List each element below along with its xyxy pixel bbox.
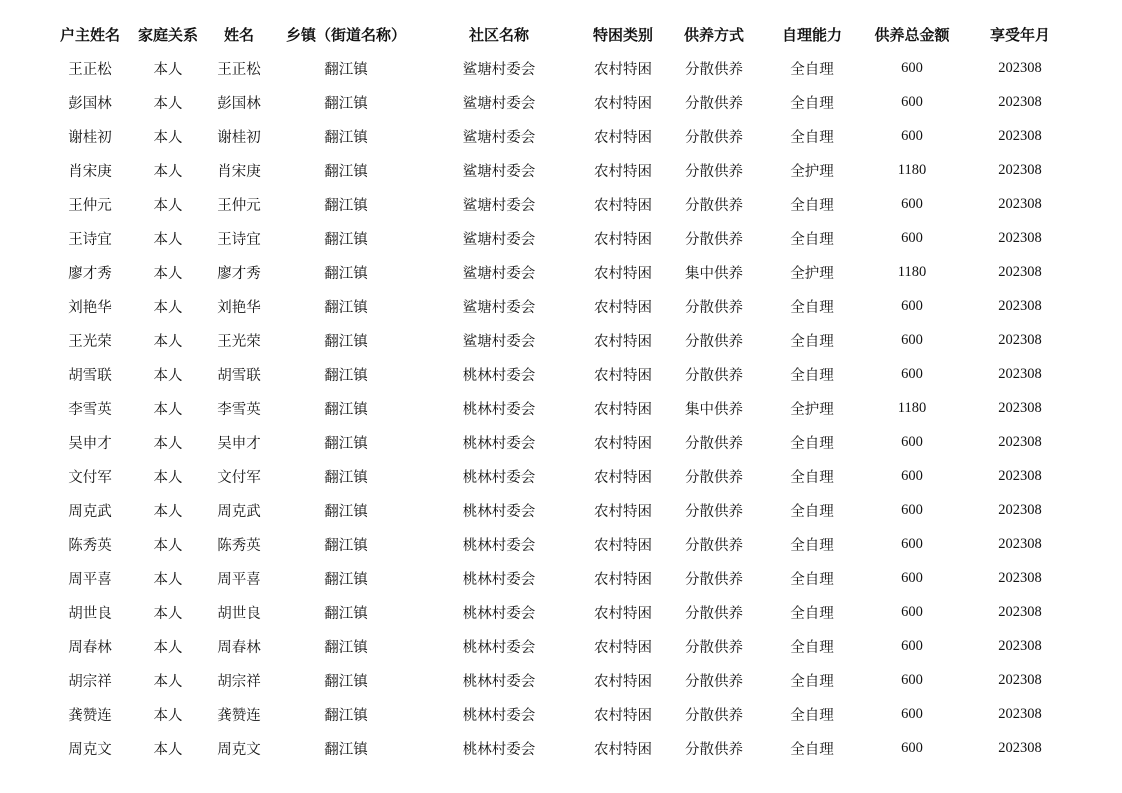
- cell-hardship-category: 农村特困: [594, 605, 652, 622]
- cell-hardship-category: 农村特困: [594, 707, 652, 724]
- cell-community-name: 鲨塘村委会: [462, 95, 536, 112]
- cell-town-name: 翻江镇: [324, 571, 368, 588]
- cell-support-method: 分散供养: [685, 129, 743, 146]
- cell-family-relation: 本人: [153, 163, 183, 180]
- cell-support-amount: 600: [901, 433, 923, 450]
- table-row: [48, 187, 1078, 221]
- cell-enjoy-year-month: 202308: [998, 501, 1042, 518]
- cell-hardship-category: 农村特困: [594, 741, 652, 758]
- table-body: [48, 51, 1078, 765]
- cell-family-relation: 本人: [153, 571, 183, 588]
- cell-person-name: 王诗宜: [217, 231, 261, 248]
- cell-community-name: 鲨塘村委会: [462, 299, 536, 316]
- cell-town-name: 翻江镇: [324, 639, 368, 656]
- cell-support-method: 集中供养: [685, 401, 743, 418]
- cell-family-relation: 本人: [153, 469, 183, 486]
- cell-hardship-category: 农村特困: [594, 129, 652, 146]
- column-header-community-name: 社区名称: [468, 25, 529, 44]
- cell-community-name: 鲨塘村委会: [462, 197, 536, 214]
- cell-hardship-category: 农村特困: [594, 333, 652, 350]
- cell-hardship-category: 农村特困: [594, 61, 652, 78]
- cell-person-name: 李雪英: [217, 401, 261, 418]
- cell-person-name: 周克武: [217, 503, 261, 520]
- cell-town-name: 翻江镇: [324, 401, 368, 418]
- cell-enjoy-year-month: 202308: [998, 705, 1042, 722]
- cell-self-care-ability: 全自理: [790, 231, 834, 248]
- cell-household-head-name: 谢桂初: [68, 129, 112, 146]
- cell-person-name: 胡世良: [217, 605, 261, 622]
- cell-household-head-name: 周平喜: [68, 571, 112, 588]
- cell-person-name: 王光荣: [217, 333, 261, 350]
- cell-enjoy-year-month: 202308: [998, 637, 1042, 654]
- cell-support-amount: 600: [901, 637, 923, 654]
- table-row: [48, 323, 1078, 357]
- column-header-family-relation: 家庭关系: [137, 25, 198, 44]
- cell-community-name: 桃林村委会: [462, 435, 536, 452]
- cell-enjoy-year-month: 202308: [998, 331, 1042, 348]
- cell-support-method: 分散供养: [685, 197, 743, 214]
- cell-household-head-name: 胡世良: [68, 605, 112, 622]
- cell-town-name: 翻江镇: [324, 163, 368, 180]
- table-row: [48, 289, 1078, 323]
- table-row: [48, 119, 1078, 153]
- column-header-town-name: 乡镇（街道名称）: [285, 25, 406, 44]
- cell-family-relation: 本人: [153, 741, 183, 758]
- cell-enjoy-year-month: 202308: [998, 59, 1042, 76]
- table-row: [48, 357, 1078, 391]
- cell-family-relation: 本人: [153, 95, 183, 112]
- cell-hardship-category: 农村特困: [594, 367, 652, 384]
- cell-community-name: 桃林村委会: [462, 639, 536, 656]
- cell-support-method: 分散供养: [685, 605, 743, 622]
- table-row: [48, 85, 1078, 119]
- column-header-self-care-ability: 自理能力: [781, 25, 842, 44]
- cell-town-name: 翻江镇: [324, 435, 368, 452]
- cell-community-name: 桃林村委会: [462, 741, 536, 758]
- cell-family-relation: 本人: [153, 401, 183, 418]
- cell-family-relation: 本人: [153, 673, 183, 690]
- table-header: [48, 17, 1078, 51]
- cell-town-name: 翻江镇: [324, 503, 368, 520]
- cell-self-care-ability: 全自理: [790, 673, 834, 690]
- cell-household-head-name: 王仲元: [68, 197, 112, 214]
- cell-community-name: 鲨塘村委会: [462, 129, 536, 146]
- cell-person-name: 周春林: [217, 639, 261, 656]
- cell-support-amount: 600: [901, 59, 923, 76]
- cell-enjoy-year-month: 202308: [998, 739, 1042, 756]
- cell-hardship-category: 农村特困: [594, 299, 652, 316]
- cell-community-name: 桃林村委会: [462, 707, 536, 724]
- cell-family-relation: 本人: [153, 605, 183, 622]
- cell-person-name: 龚赞连: [217, 707, 261, 724]
- cell-support-method: 分散供养: [685, 95, 743, 112]
- cell-self-care-ability: 全自理: [790, 299, 834, 316]
- cell-support-amount: 600: [901, 535, 923, 552]
- cell-hardship-category: 农村特困: [594, 197, 652, 214]
- column-header-support-method: 供养方式: [683, 25, 744, 44]
- cell-hardship-category: 农村特困: [594, 401, 652, 418]
- cell-household-head-name: 文付军: [68, 469, 112, 486]
- cell-support-method: 分散供养: [685, 435, 743, 452]
- cell-household-head-name: 吴申才: [68, 435, 112, 452]
- cell-household-head-name: 胡宗祥: [68, 673, 112, 690]
- cell-town-name: 翻江镇: [324, 469, 368, 486]
- cell-enjoy-year-month: 202308: [998, 297, 1042, 314]
- column-header-enjoy-year-month: 享受年月: [989, 25, 1050, 44]
- table-row: [48, 459, 1078, 493]
- cell-self-care-ability: 全自理: [790, 61, 834, 78]
- cell-family-relation: 本人: [153, 435, 183, 452]
- cell-self-care-ability: 全自理: [790, 435, 834, 452]
- cell-person-name: 廖才秀: [217, 265, 261, 282]
- cell-community-name: 桃林村委会: [462, 367, 536, 384]
- table-row: [48, 493, 1078, 527]
- cell-town-name: 翻江镇: [324, 265, 368, 282]
- cell-support-amount: 600: [901, 229, 923, 246]
- cell-family-relation: 本人: [153, 503, 183, 520]
- cell-family-relation: 本人: [153, 707, 183, 724]
- cell-town-name: 翻江镇: [324, 231, 368, 248]
- cell-town-name: 翻江镇: [324, 61, 368, 78]
- cell-town-name: 翻江镇: [324, 95, 368, 112]
- cell-town-name: 翻江镇: [324, 605, 368, 622]
- cell-household-head-name: 周克武: [68, 503, 112, 520]
- cell-support-amount: 600: [901, 365, 923, 382]
- cell-person-name: 王正松: [217, 61, 261, 78]
- table-row: [48, 255, 1078, 289]
- cell-household-head-name: 胡雪联: [68, 367, 112, 384]
- cell-support-amount: 600: [901, 195, 923, 212]
- cell-community-name: 鲨塘村委会: [462, 333, 536, 350]
- cell-self-care-ability: 全自理: [790, 605, 834, 622]
- cell-town-name: 翻江镇: [324, 367, 368, 384]
- table-row: [48, 731, 1078, 765]
- cell-family-relation: 本人: [153, 61, 183, 78]
- table-row: [48, 595, 1078, 629]
- cell-support-amount: 600: [901, 705, 923, 722]
- cell-enjoy-year-month: 202308: [998, 467, 1042, 484]
- cell-community-name: 桃林村委会: [462, 503, 536, 520]
- cell-person-name: 周平喜: [217, 571, 261, 588]
- cell-support-amount: 1180: [897, 263, 927, 280]
- cell-town-name: 翻江镇: [324, 333, 368, 350]
- cell-enjoy-year-month: 202308: [998, 127, 1042, 144]
- cell-hardship-category: 农村特困: [594, 95, 652, 112]
- cell-enjoy-year-month: 202308: [998, 569, 1042, 586]
- cell-town-name: 翻江镇: [324, 129, 368, 146]
- cell-support-method: 分散供养: [685, 639, 743, 656]
- cell-support-amount: 600: [901, 603, 923, 620]
- cell-family-relation: 本人: [153, 197, 183, 214]
- cell-support-method: 分散供养: [685, 163, 743, 180]
- cell-person-name: 肖宋庚: [217, 163, 261, 180]
- cell-household-head-name: 刘艳华: [68, 299, 112, 316]
- cell-person-name: 周克文: [217, 741, 261, 758]
- cell-support-amount: 600: [901, 569, 923, 586]
- cell-hardship-category: 农村特困: [594, 639, 652, 656]
- cell-enjoy-year-month: 202308: [998, 263, 1042, 280]
- cell-person-name: 胡雪联: [217, 367, 261, 384]
- table-row: [48, 425, 1078, 459]
- cell-enjoy-year-month: 202308: [998, 93, 1042, 110]
- cell-self-care-ability: 全护理: [790, 163, 834, 180]
- cell-support-method: 分散供养: [685, 61, 743, 78]
- table-row: [48, 629, 1078, 663]
- cell-town-name: 翻江镇: [324, 673, 368, 690]
- cell-self-care-ability: 全自理: [790, 95, 834, 112]
- cell-self-care-ability: 全自理: [790, 469, 834, 486]
- support-roster-table: [48, 17, 1078, 765]
- cell-person-name: 胡宗祥: [217, 673, 261, 690]
- cell-household-head-name: 肖宋庚: [68, 163, 112, 180]
- cell-enjoy-year-month: 202308: [998, 535, 1042, 552]
- cell-person-name: 刘艳华: [217, 299, 261, 316]
- table-row: [48, 561, 1078, 595]
- cell-household-head-name: 王诗宜: [68, 231, 112, 248]
- cell-self-care-ability: 全自理: [790, 333, 834, 350]
- cell-hardship-category: 农村特困: [594, 571, 652, 588]
- cell-self-care-ability: 全自理: [790, 639, 834, 656]
- cell-enjoy-year-month: 202308: [998, 671, 1042, 688]
- cell-enjoy-year-month: 202308: [998, 161, 1042, 178]
- cell-support-method: 分散供养: [685, 503, 743, 520]
- cell-town-name: 翻江镇: [324, 741, 368, 758]
- cell-self-care-ability: 全自理: [790, 741, 834, 758]
- table-row: [48, 221, 1078, 255]
- cell-community-name: 鲨塘村委会: [462, 61, 536, 78]
- cell-community-name: 桃林村委会: [462, 537, 536, 554]
- cell-hardship-category: 农村特困: [594, 231, 652, 248]
- cell-support-method: 分散供养: [685, 741, 743, 758]
- cell-person-name: 文付军: [217, 469, 261, 486]
- cell-support-amount: 600: [901, 501, 923, 518]
- column-header-support-amount: 供养总金额: [874, 25, 950, 44]
- cell-family-relation: 本人: [153, 231, 183, 248]
- cell-family-relation: 本人: [153, 265, 183, 282]
- cell-support-amount: 600: [901, 297, 923, 314]
- document-sheet: [48, 17, 1078, 765]
- table-row: [48, 697, 1078, 731]
- cell-support-amount: 600: [901, 467, 923, 484]
- cell-support-amount: 600: [901, 331, 923, 348]
- cell-support-method: 分散供养: [685, 571, 743, 588]
- cell-enjoy-year-month: 202308: [998, 433, 1042, 450]
- cell-hardship-category: 农村特困: [594, 435, 652, 452]
- cell-household-head-name: 龚赞连: [68, 707, 112, 724]
- cell-hardship-category: 农村特困: [594, 163, 652, 180]
- table-row: [48, 527, 1078, 561]
- column-header-household-head-name: 户主姓名: [59, 25, 120, 44]
- cell-person-name: 彭国林: [217, 95, 261, 112]
- cell-support-method: 分散供养: [685, 537, 743, 554]
- cell-household-head-name: 周克文: [68, 741, 112, 758]
- cell-self-care-ability: 全护理: [790, 401, 834, 418]
- cell-town-name: 翻江镇: [324, 537, 368, 554]
- cell-hardship-category: 农村特困: [594, 537, 652, 554]
- cell-community-name: 桃林村委会: [462, 401, 536, 418]
- cell-household-head-name: 彭国林: [68, 95, 112, 112]
- cell-family-relation: 本人: [153, 639, 183, 656]
- cell-community-name: 鲨塘村委会: [462, 231, 536, 248]
- header-row: [48, 17, 1078, 51]
- cell-person-name: 王仲元: [217, 197, 261, 214]
- cell-self-care-ability: 全自理: [790, 707, 834, 724]
- cell-community-name: 桃林村委会: [462, 571, 536, 588]
- cell-town-name: 翻江镇: [324, 197, 368, 214]
- cell-self-care-ability: 全自理: [790, 503, 834, 520]
- cell-family-relation: 本人: [153, 333, 183, 350]
- cell-family-relation: 本人: [153, 367, 183, 384]
- cell-enjoy-year-month: 202308: [998, 399, 1042, 416]
- cell-hardship-category: 农村特困: [594, 469, 652, 486]
- cell-support-method: 分散供养: [685, 707, 743, 724]
- cell-self-care-ability: 全自理: [790, 129, 834, 146]
- column-header-person-name: 姓名: [223, 25, 254, 44]
- cell-town-name: 翻江镇: [324, 707, 368, 724]
- cell-support-method: 分散供养: [685, 231, 743, 248]
- cell-support-amount: 1180: [897, 399, 927, 416]
- cell-support-amount: 600: [901, 739, 923, 756]
- cell-household-head-name: 陈秀英: [68, 537, 112, 554]
- cell-town-name: 翻江镇: [324, 299, 368, 316]
- cell-support-method: 集中供养: [685, 265, 743, 282]
- column-header-hardship-category: 特困类别: [592, 25, 653, 44]
- table-row: [48, 153, 1078, 187]
- cell-support-amount: 1180: [897, 161, 927, 178]
- cell-support-method: 分散供养: [685, 469, 743, 486]
- cell-self-care-ability: 全自理: [790, 197, 834, 214]
- cell-hardship-category: 农村特困: [594, 265, 652, 282]
- cell-community-name: 鲨塘村委会: [462, 265, 536, 282]
- cell-community-name: 桃林村委会: [462, 673, 536, 690]
- cell-person-name: 陈秀英: [217, 537, 261, 554]
- cell-support-method: 分散供养: [685, 333, 743, 350]
- cell-support-method: 分散供养: [685, 673, 743, 690]
- cell-household-head-name: 王正松: [68, 61, 112, 78]
- cell-community-name: 桃林村委会: [462, 605, 536, 622]
- cell-enjoy-year-month: 202308: [998, 365, 1042, 382]
- cell-support-method: 分散供养: [685, 299, 743, 316]
- cell-hardship-category: 农村特困: [594, 673, 652, 690]
- cell-household-head-name: 王光荣: [68, 333, 112, 350]
- cell-enjoy-year-month: 202308: [998, 229, 1042, 246]
- cell-self-care-ability: 全护理: [790, 265, 834, 282]
- table-row: [48, 51, 1078, 85]
- cell-family-relation: 本人: [153, 537, 183, 554]
- cell-household-head-name: 廖才秀: [68, 265, 112, 282]
- cell-enjoy-year-month: 202308: [998, 603, 1042, 620]
- cell-support-method: 分散供养: [685, 367, 743, 384]
- cell-self-care-ability: 全自理: [790, 571, 834, 588]
- cell-family-relation: 本人: [153, 299, 183, 316]
- cell-hardship-category: 农村特困: [594, 503, 652, 520]
- cell-person-name: 谢桂初: [217, 129, 261, 146]
- table-row: [48, 391, 1078, 425]
- cell-self-care-ability: 全自理: [790, 367, 834, 384]
- cell-self-care-ability: 全自理: [790, 537, 834, 554]
- cell-household-head-name: 李雪英: [68, 401, 112, 418]
- cell-support-amount: 600: [901, 93, 923, 110]
- cell-community-name: 桃林村委会: [462, 469, 536, 486]
- cell-support-amount: 600: [901, 127, 923, 144]
- cell-household-head-name: 周春林: [68, 639, 112, 656]
- cell-support-amount: 600: [901, 671, 923, 688]
- cell-community-name: 鲨塘村委会: [462, 163, 536, 180]
- table-row: [48, 663, 1078, 697]
- cell-family-relation: 本人: [153, 129, 183, 146]
- cell-person-name: 吴申才: [217, 435, 261, 452]
- cell-enjoy-year-month: 202308: [998, 195, 1042, 212]
